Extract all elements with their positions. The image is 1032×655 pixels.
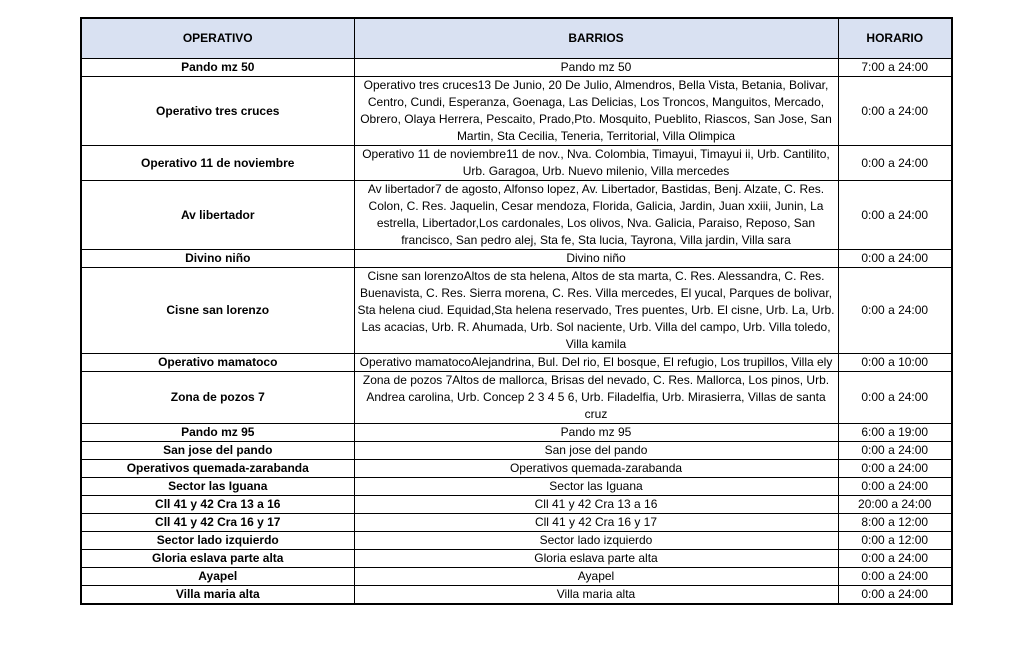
table-row xyxy=(81,59,952,77)
table-row xyxy=(81,550,952,568)
table-body xyxy=(81,59,952,605)
table-row xyxy=(81,250,952,268)
table-row xyxy=(81,181,952,250)
header-horario: HORARIO xyxy=(838,18,952,59)
cell-operativo: Operativo tres cruces xyxy=(81,77,354,146)
cell-operativo: Villa maria alta xyxy=(81,586,354,605)
table-row xyxy=(81,568,952,586)
schedule-table xyxy=(80,17,953,605)
table-row xyxy=(81,268,952,354)
table-row xyxy=(81,460,952,478)
cell-horario: 0:00 a 24:00 xyxy=(838,268,952,354)
cell-horario: 6:00 a 19:00 xyxy=(838,424,952,442)
cell-barrios: Operativo mamatocoAlejandrina, Bul. Del rio, El bosque, El refugio, Los trupillos, Villa ely xyxy=(354,354,838,372)
header-operativo: OPERATIVO xyxy=(81,18,354,59)
cell-barrios: Cisne san lorenzoAltos de sta helena, Altos de sta marta, C. Res. Alessandra, C. Res. Buenavista, C. Res. Sierra morena, C. Res. Villa mercedes, El yucal, Parques de bolivar, Sta helena ciud. Equidad,Sta helena reservado, Tres puentes, Urb. El cisne, Urb. La, Urb. Las acacias, Urb. R. Ahumada, Urb. Sol naciente, Urb. Villa del campo, Urb. Villa toledo, Villa kamila xyxy=(354,268,838,354)
table-row xyxy=(81,442,952,460)
cell-barrios: Sector lado izquierdo xyxy=(354,532,838,550)
cell-operativo: Zona de pozos 7 xyxy=(81,372,354,424)
cell-operativo: San jose del pando xyxy=(81,442,354,460)
cell-barrios: Gloria eslava parte alta xyxy=(354,550,838,568)
table-row xyxy=(81,354,952,372)
cell-horario: 0:00 a 24:00 xyxy=(838,586,952,605)
table-row xyxy=(81,514,952,532)
cell-operativo: Pando mz 95 xyxy=(81,424,354,442)
table-row xyxy=(81,146,952,181)
cell-horario: 0:00 a 24:00 xyxy=(838,77,952,146)
table-row xyxy=(81,586,952,605)
cell-horario: 8:00 a 12:00 xyxy=(838,514,952,532)
cell-barrios: Sector las Iguana xyxy=(354,478,838,496)
cell-operativo: Ayapel xyxy=(81,568,354,586)
table-row xyxy=(81,478,952,496)
cell-barrios: San jose del pando xyxy=(354,442,838,460)
cell-operativo: Operativo mamatoco xyxy=(81,354,354,372)
cell-barrios: Zona de pozos 7Altos de mallorca, Brisas del nevado, C. Res. Mallorca, Los pinos, Urb. Andrea carolina, Urb. Concep 2 3 4 5 6, Urb. Filadelfia, Urb. Mirasierra, Villas de santa cruz xyxy=(354,372,838,424)
cell-horario: 0:00 a 24:00 xyxy=(838,181,952,250)
cell-barrios: Villa maria alta xyxy=(354,586,838,605)
cell-horario: 0:00 a 24:00 xyxy=(838,372,952,424)
cell-operativo: Operativos quemada-zarabanda xyxy=(81,460,354,478)
cell-barrios: Divino niño xyxy=(354,250,838,268)
cell-barrios: Operativo tres cruces13 De Junio, 20 De Julio, Almendros, Bella Vista, Betania, Bolivar, Centro, Cundi, Esperanza, Goenaga, Las Delicias, Los Troncos, Manguitos, Mercado, Obrero, Olaya Herrera, Pescaito, Prado,Pto. Mosquito, Pueblito, Riascos, San Jose, San Martin, Sta Cecilia, Teneria, Territorial, Villa Olimpica xyxy=(354,77,838,146)
cell-barrios: Av libertador7 de agosto, Alfonso lopez, Av. Libertador, Bastidas, Benj. Alzate, C. Res. Colon, C. Res. Jaquelin, Cesar mendoza, Florida, Galicia, Jardin, Juan xxiii, Junin, La estrella, Libertador,Los cardonales, Los olivos, Nva. Galicia, Paraiso, Reposo, San francisco, San pedro alej, Sta fe, Sta lucia, Tayrona, Villa jardin, Villa sara xyxy=(354,181,838,250)
cell-operativo: Cll 41 y 42 Cra 16 y 17 xyxy=(81,514,354,532)
cell-operativo: Sector lado izquierdo xyxy=(81,532,354,550)
cell-operativo: Pando mz 50 xyxy=(81,59,354,77)
cell-horario: 0:00 a 24:00 xyxy=(838,250,952,268)
cell-horario: 0:00 a 24:00 xyxy=(838,146,952,181)
cell-barrios: Ayapel xyxy=(354,568,838,586)
cell-operativo: Av libertador xyxy=(81,181,354,250)
cell-horario: 0:00 a 24:00 xyxy=(838,460,952,478)
cell-barrios: Pando mz 95 xyxy=(354,424,838,442)
cell-operativo: Cll 41 y 42 Cra 13 a 16 xyxy=(81,496,354,514)
cell-horario: 0:00 a 24:00 xyxy=(838,568,952,586)
cell-horario: 7:00 a 24:00 xyxy=(838,59,952,77)
cell-barrios: Operativo 11 de noviembre11 de nov., Nva. Colombia, Timayui, Timayui ii, Urb. Cantilito, Urb. Garagoa, Urb. Nuevo milenio, Villa mercedes xyxy=(354,146,838,181)
table-row xyxy=(81,496,952,514)
table-row xyxy=(81,532,952,550)
cell-barrios: Cll 41 y 42 Cra 13 a 16 xyxy=(354,496,838,514)
table-row xyxy=(81,372,952,424)
cell-operativo: Cisne san lorenzo xyxy=(81,268,354,354)
cell-horario: 0:00 a 12:00 xyxy=(838,532,952,550)
cell-horario: 0:00 a 24:00 xyxy=(838,478,952,496)
cell-barrios: Pando mz 50 xyxy=(354,59,838,77)
cell-barrios: Cll 41 y 42 Cra 16 y 17 xyxy=(354,514,838,532)
table-row xyxy=(81,424,952,442)
cell-barrios: Operativos quemada-zarabanda xyxy=(354,460,838,478)
header-row xyxy=(81,18,952,59)
cell-horario: 20:00 a 24:00 xyxy=(838,496,952,514)
cell-operativo: Gloria eslava parte alta xyxy=(81,550,354,568)
table-row xyxy=(81,77,952,146)
cell-operativo: Operativo 11 de noviembre xyxy=(81,146,354,181)
cell-horario: 0:00 a 24:00 xyxy=(838,442,952,460)
cell-operativo: Divino niño xyxy=(81,250,354,268)
cell-horario: 0:00 a 24:00 xyxy=(838,550,952,568)
cell-horario: 0:00 a 10:00 xyxy=(838,354,952,372)
header-barrios: BARRIOS xyxy=(354,18,838,59)
cell-operativo: Sector las Iguana xyxy=(81,478,354,496)
